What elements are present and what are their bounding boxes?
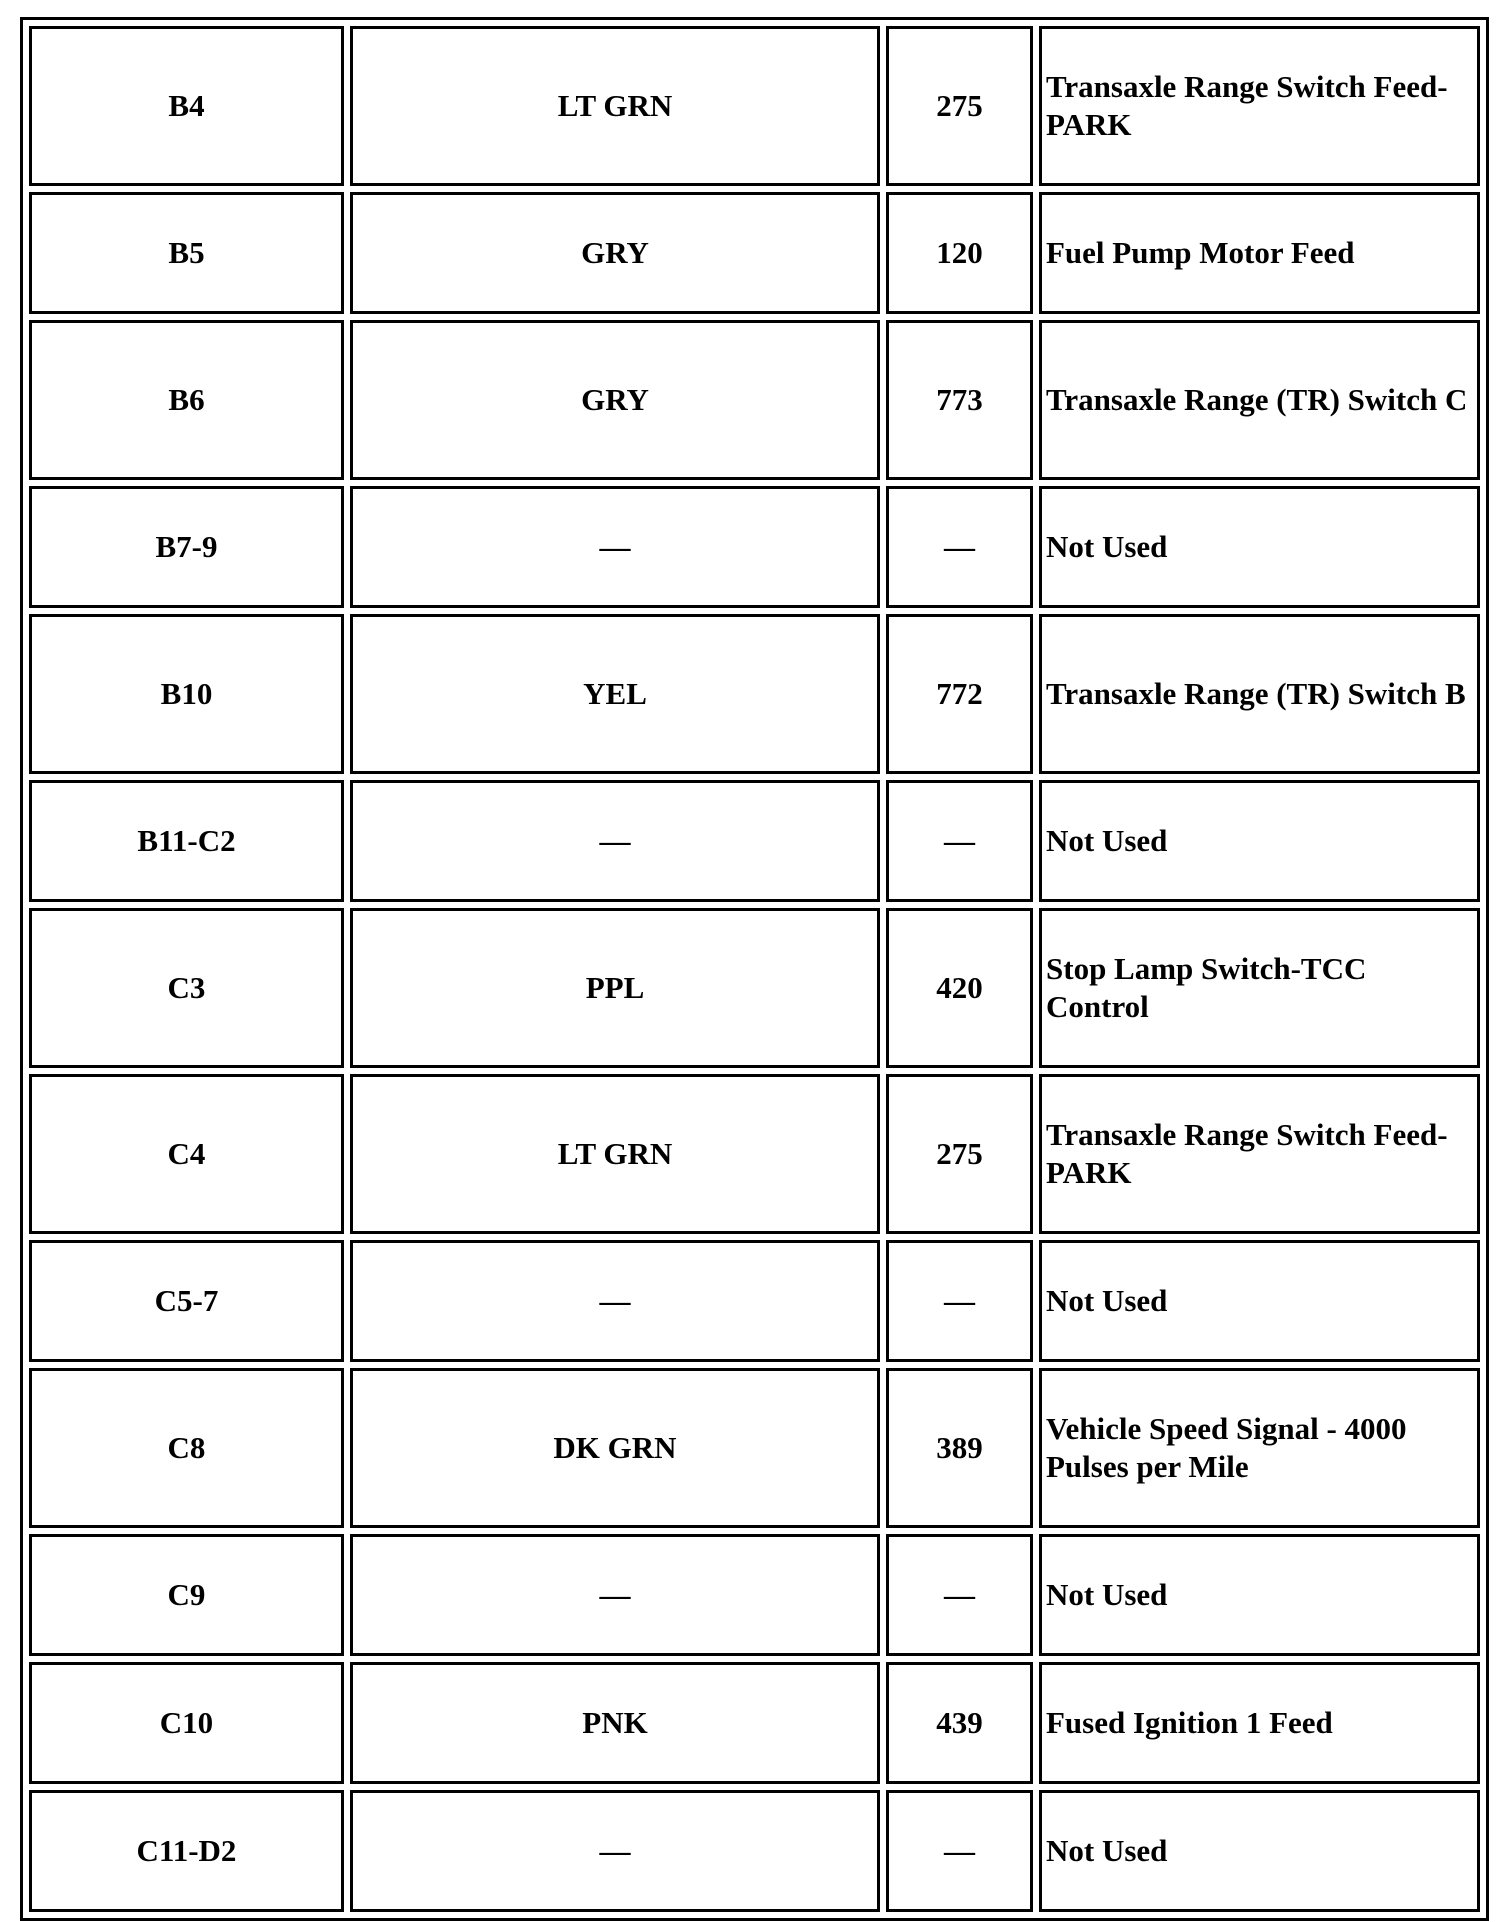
table-row <box>29 1662 1480 1784</box>
table-row <box>29 1534 1480 1656</box>
table-row <box>29 192 1480 314</box>
table-row <box>29 26 1480 186</box>
table-row <box>29 908 1480 1068</box>
circuit-number-cell: — <box>886 486 1033 608</box>
function-cell: Not Used <box>1039 1790 1480 1912</box>
pin-cell: B10 <box>29 614 344 774</box>
circuit-number-cell: 773 <box>886 320 1033 480</box>
function-cell: Transaxle Range (TR) Switch C <box>1039 320 1480 480</box>
function-cell: Not Used <box>1039 1534 1480 1656</box>
function-cell: Not Used <box>1039 486 1480 608</box>
wire-color-cell: LT GRN <box>350 26 880 186</box>
circuit-number-cell: — <box>886 780 1033 902</box>
table-row <box>29 320 1480 480</box>
wire-color-cell: PNK <box>350 1662 880 1784</box>
pin-cell: C3 <box>29 908 344 1068</box>
pin-cell: B7-9 <box>29 486 344 608</box>
wire-color-cell: GRY <box>350 320 880 480</box>
function-cell: Transaxle Range Switch Feed-PARK <box>1039 26 1480 186</box>
function-cell: Transaxle Range Switch Feed-PARK <box>1039 1074 1480 1234</box>
function-cell: Fused Ignition 1 Feed <box>1039 1662 1480 1784</box>
function-cell: Not Used <box>1039 780 1480 902</box>
pin-cell: B11-C2 <box>29 780 344 902</box>
wire-color-cell: LT GRN <box>350 1074 880 1234</box>
circuit-number-cell: 389 <box>886 1368 1033 1528</box>
pin-cell: B4 <box>29 26 344 186</box>
pin-cell: C9 <box>29 1534 344 1656</box>
table-row <box>29 1074 1480 1234</box>
wire-color-cell: — <box>350 486 880 608</box>
table-row <box>29 780 1480 902</box>
circuit-number-cell: — <box>886 1790 1033 1912</box>
wire-color-cell: — <box>350 780 880 902</box>
table-row <box>29 614 1480 774</box>
wire-color-cell: — <box>350 1534 880 1656</box>
wire-color-cell: DK GRN <box>350 1368 880 1528</box>
table-row <box>29 1790 1480 1912</box>
wire-color-cell: PPL <box>350 908 880 1068</box>
circuit-number-cell: 120 <box>886 192 1033 314</box>
circuit-number-cell: 439 <box>886 1662 1033 1784</box>
pin-cell: C4 <box>29 1074 344 1234</box>
circuit-number-cell: 275 <box>886 26 1033 186</box>
pin-cell: C5-7 <box>29 1240 344 1362</box>
function-cell: Fuel Pump Motor Feed <box>1039 192 1480 314</box>
function-cell: Vehicle Speed Signal - 4000 Pulses per Mile <box>1039 1368 1480 1528</box>
pin-cell: C10 <box>29 1662 344 1784</box>
table-row <box>29 1368 1480 1528</box>
function-cell: Transaxle Range (TR) Switch B <box>1039 614 1480 774</box>
wire-color-cell: — <box>350 1240 880 1362</box>
circuit-number-cell: 275 <box>886 1074 1033 1234</box>
table-row <box>29 1240 1480 1362</box>
wire-color-cell: GRY <box>350 192 880 314</box>
circuit-number-cell: — <box>886 1240 1033 1362</box>
wire-color-cell: YEL <box>350 614 880 774</box>
circuit-number-cell: 420 <box>886 908 1033 1068</box>
function-cell: Not Used <box>1039 1240 1480 1362</box>
wire-color-cell: — <box>350 1790 880 1912</box>
pin-cell: C8 <box>29 1368 344 1528</box>
circuit-number-cell: 772 <box>886 614 1033 774</box>
function-cell: Stop Lamp Switch-TCC Control <box>1039 908 1480 1068</box>
pin-cell: B5 <box>29 192 344 314</box>
connector-pinout-table <box>20 17 1489 1921</box>
pin-cell: B6 <box>29 320 344 480</box>
table-row <box>29 486 1480 608</box>
pin-cell: C11-D2 <box>29 1790 344 1912</box>
circuit-number-cell: — <box>886 1534 1033 1656</box>
